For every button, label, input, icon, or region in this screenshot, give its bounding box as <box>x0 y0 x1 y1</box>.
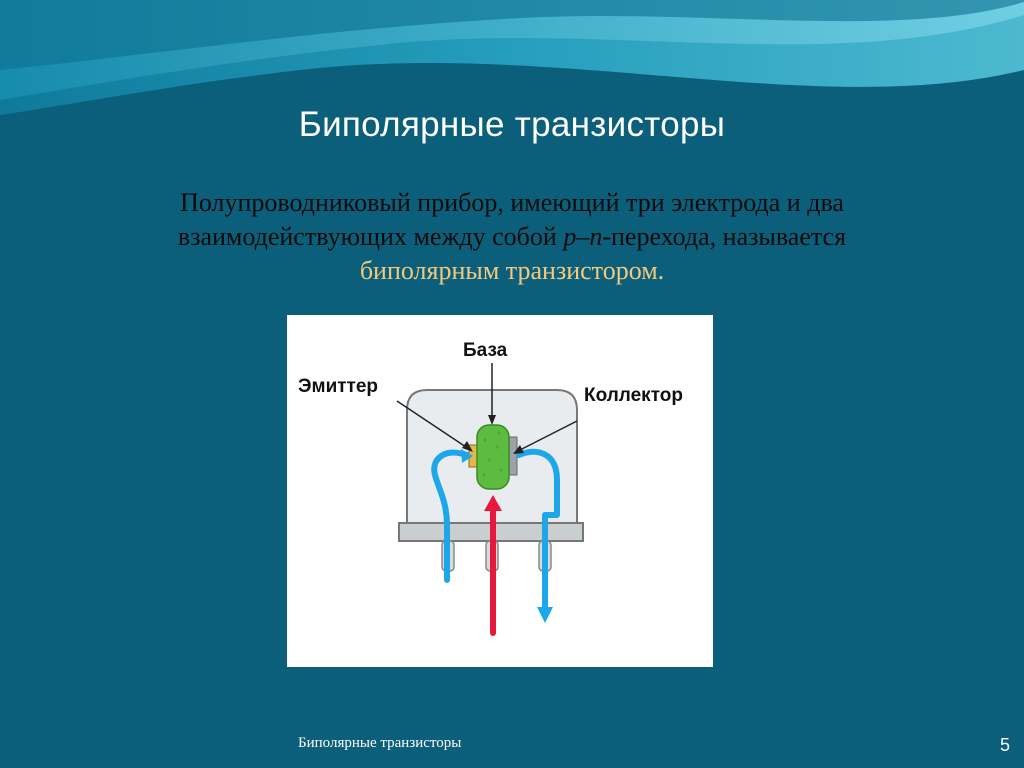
collector-label: Коллектор <box>584 385 683 406</box>
definition-part-1: Полупроводниковый прибор, имеющий три электрода и два взаимодействующих между собой <box>177 188 844 251</box>
definition-part-2: -перехода, называется <box>602 222 847 251</box>
emitter-label: Эмиттер <box>298 376 379 397</box>
transistor-diagram <box>287 315 713 667</box>
pn-junction-term: p–n <box>563 222 603 251</box>
base-label: База <box>463 340 508 361</box>
definition-text <box>110 186 914 288</box>
page-number: 5 <box>999 735 1010 755</box>
highlighted-term: биполярным транзистором. <box>359 256 665 285</box>
transistor-drawing <box>287 315 713 667</box>
base-crystal <box>477 425 509 489</box>
footer-text: Биполярные транзисторы <box>298 735 462 751</box>
slide-title: Биполярные транзисторы <box>298 105 726 144</box>
